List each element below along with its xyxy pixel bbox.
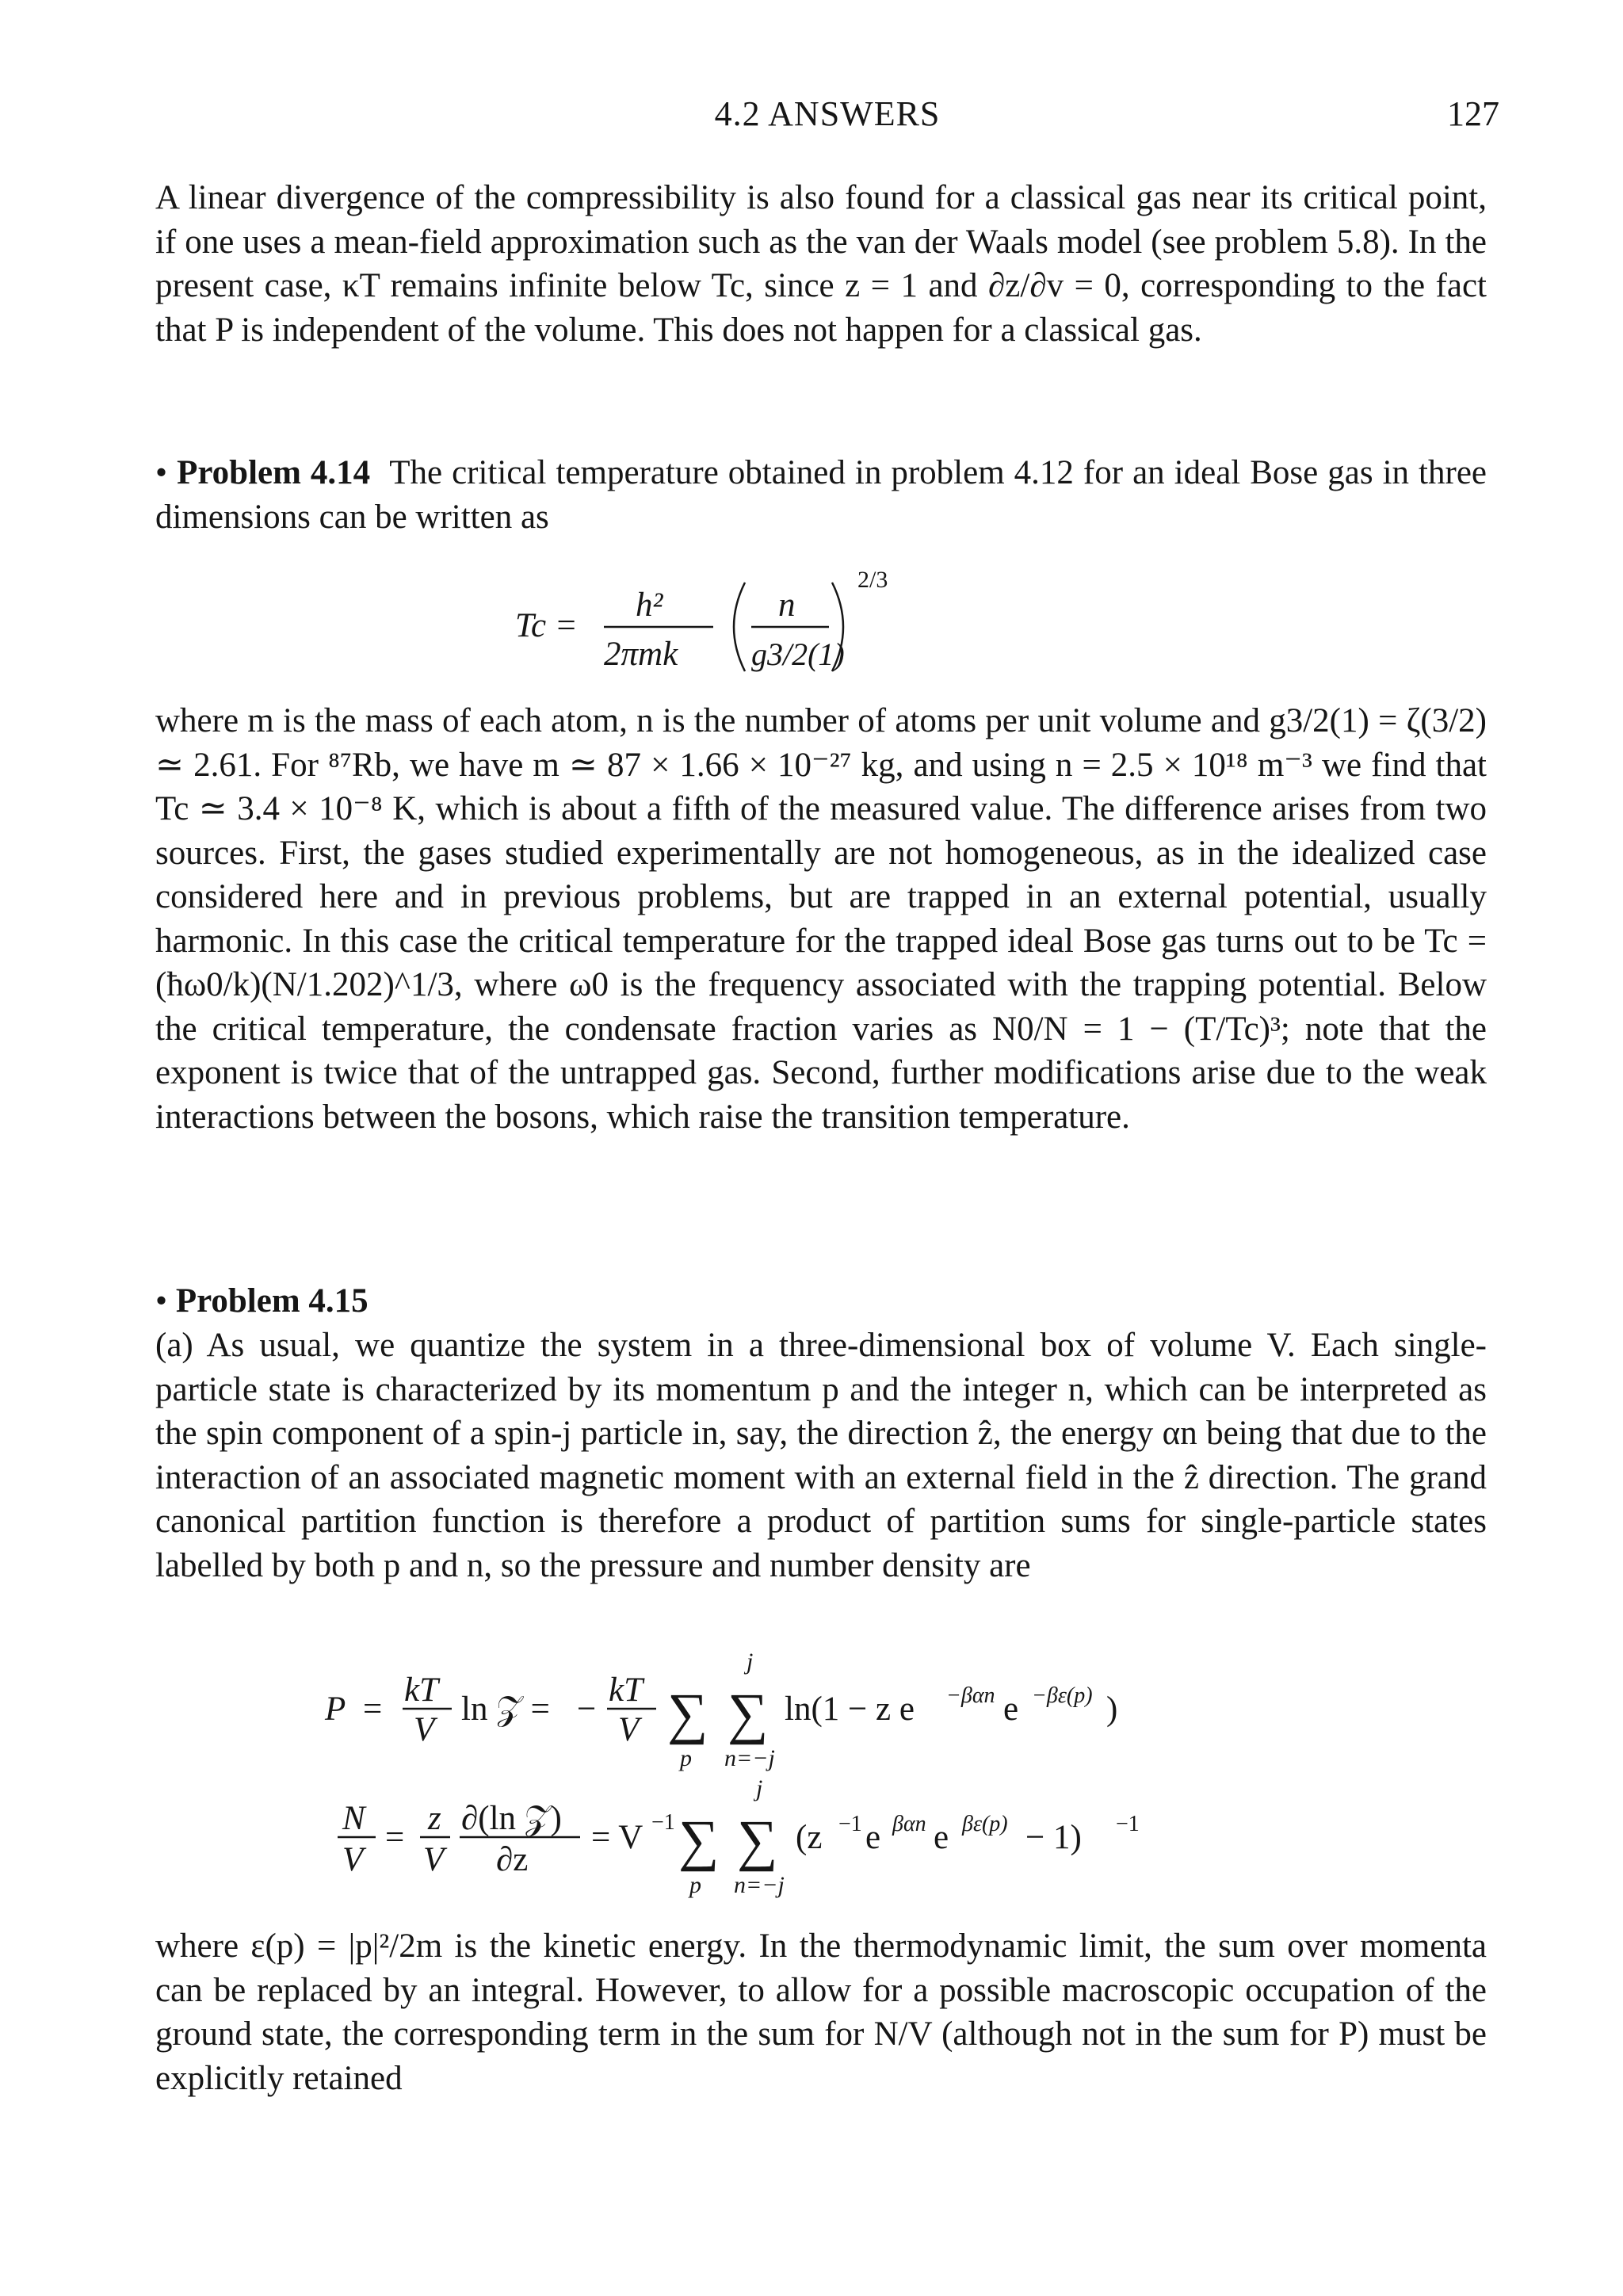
eq2-v2: V xyxy=(423,1841,445,1878)
eq2-n: N xyxy=(342,1800,365,1837)
eq1-v2: V xyxy=(618,1711,640,1748)
eq2-sum-n-upper: j xyxy=(756,1775,763,1801)
eq2-sum-n-lower: n=−j xyxy=(734,1872,785,1898)
eq2-tail: − 1) xyxy=(1025,1819,1082,1856)
eq1-equals: = xyxy=(363,1690,383,1728)
eq-tc-lhs: Tc = xyxy=(515,607,578,644)
eq1-sum-n-upper: j xyxy=(747,1648,754,1675)
sum-symbol-n: ∑ xyxy=(727,1682,769,1745)
problem-4-15-part-a: (a) As usual, we quantize the system in a three-dimensional box of volume V. Each single-particle state is characterized by its momentum p and the integer n, which can be interpreted as the spin component of a spin-j particle in, say, the direction ẑ, the energy αn being that due to the interaction of an associated magnetic moment with an external field in the ẑ direction. The grand canonical partition function is therefore a product of partition sums for single-particle states labelled by both p and n, so the pressure and number density are xyxy=(155,1327,1487,1584)
problem-4-14-intro xyxy=(155,451,1487,539)
eq1-lnz: ln 𝒵 = xyxy=(461,1690,550,1728)
eq1-p: P xyxy=(325,1690,346,1728)
problem-4-14-intro-text: The critical temperature obtained in problem 4.12 for an ideal Bose gas in three dimensions can be written as xyxy=(155,454,1487,536)
eq1-close: ) xyxy=(1106,1690,1118,1728)
problem-4-15-heading-line xyxy=(155,1279,1487,1324)
eq2-z: z xyxy=(428,1800,441,1837)
eq-denominator: 2πmk xyxy=(604,636,678,673)
eq1-sum-p-index: p xyxy=(680,1745,692,1771)
eq1-v: V xyxy=(414,1711,435,1748)
eq2-e1: e xyxy=(865,1819,881,1856)
eq2-v: V xyxy=(342,1841,364,1878)
eq1-kt: kT xyxy=(404,1671,438,1709)
eq2-sum-p-index: p xyxy=(689,1872,701,1898)
eq2-dz: ∂z xyxy=(496,1841,529,1878)
sum-symbol-n: ∑ xyxy=(737,1809,778,1872)
section-title: 4.2 ANSWERS xyxy=(714,94,941,133)
problem-4-15-heading: Problem 4.15 xyxy=(175,1282,369,1320)
eq1-kt2: kT xyxy=(609,1671,643,1709)
eq2-e2: e xyxy=(934,1819,949,1856)
eq1-exp1: −βαn xyxy=(946,1683,995,1708)
problem-4-14-body: where m is the mass of each atom, n is the number of atoms per unit volume and g3/2(1) = ζ(3/2) ≃ 2.61. For ⁸⁷Rb, we have m ≃ 87 × 1.66 × 10⁻²⁷ kg, and using n = 2.5 × 10¹⁸ m⁻³ we find that Tc ≃ 3.4 × 10⁻⁸ K, which is about a fifth of the measured value. The difference arises from two sources. First, the gases studied experimentally are not homogeneous, as in the idealized case considered here and in previous problems, but are trapped in an external potential, usually harmonic. In this case the critical temperature for the trapped ideal Bose gas turns out to be Tc = (ħω0/k)(N/1.202)^1/3, where ω0 is the frequency associated with the trapping potential. Below the critical temperature, the condensate fraction varies as N0/N = 1 − (T/Tc)³; note that the exponent is twice that of the untrapped gas. Second, further modifications arise due to the weak interactions between the bosons, which raise the transition temperature. xyxy=(155,702,1487,1136)
eq-exponent: 2/3 xyxy=(857,567,888,593)
eq2-rhs: = V xyxy=(591,1819,643,1856)
problem-4-15-closing: where ε(p) = |p|²/2m is the kinetic energy. In the thermodynamic limit, the sum over momenta can be replaced by an integral. However, to allow for a possible macroscopic occupation of the ground state, the corresponding term in the sum for N/V (although not in the sum for P) must be explicitly retained xyxy=(155,1927,1487,2097)
bullet: • xyxy=(155,1282,168,1320)
eq1-sum-n-lower: n=−j xyxy=(724,1745,775,1771)
eq2-zexp: −1 xyxy=(838,1812,862,1836)
critical-temperature-equation xyxy=(515,567,1117,718)
eq1-e2: e xyxy=(1003,1690,1019,1728)
eq2-vexp: −1 xyxy=(651,1810,675,1835)
bullet: • xyxy=(155,454,168,491)
number-density-equation xyxy=(331,1775,1203,1919)
eq1-minus: − xyxy=(577,1690,597,1728)
eq2-term: (z xyxy=(796,1819,823,1856)
eq-n: n xyxy=(778,586,796,624)
sum-symbol-p: ∑ xyxy=(667,1682,708,1745)
eq1-ln-term: ln(1 − z e xyxy=(785,1690,915,1728)
eq1-exp2: −βε(p) xyxy=(1032,1683,1093,1708)
running-header xyxy=(155,94,1499,141)
eq2-dlnz: ∂(ln 𝒵) xyxy=(461,1800,562,1837)
eq-h2: h² xyxy=(636,586,663,624)
page-number: 127 xyxy=(1447,94,1499,133)
pressure-equation xyxy=(325,1648,1197,1792)
eq2-exp1: βαn xyxy=(892,1812,926,1836)
svg-text:=: = xyxy=(385,1819,405,1856)
problem-4-14-heading: Problem 4.14 xyxy=(177,454,371,491)
sum-symbol-p: ∑ xyxy=(678,1809,720,1872)
eq2-tailexp: −1 xyxy=(1116,1812,1140,1836)
eq2-exp2: βε(p) xyxy=(962,1812,1008,1836)
paragraph-compressibility: A linear divergence of the compressibility is also found for a classical gas near its critical point, if one uses a mean-field approximation such as the van der Waals model (see problem 5.8). In the present case, κT remains infinite below Tc, since z = 1 and ∂z/∂v = 0, corresponding to the fact that P is independent of the volume. This does not happen for a classical gas. xyxy=(155,179,1487,349)
eq-g-function: g3/2(1) xyxy=(751,636,845,672)
